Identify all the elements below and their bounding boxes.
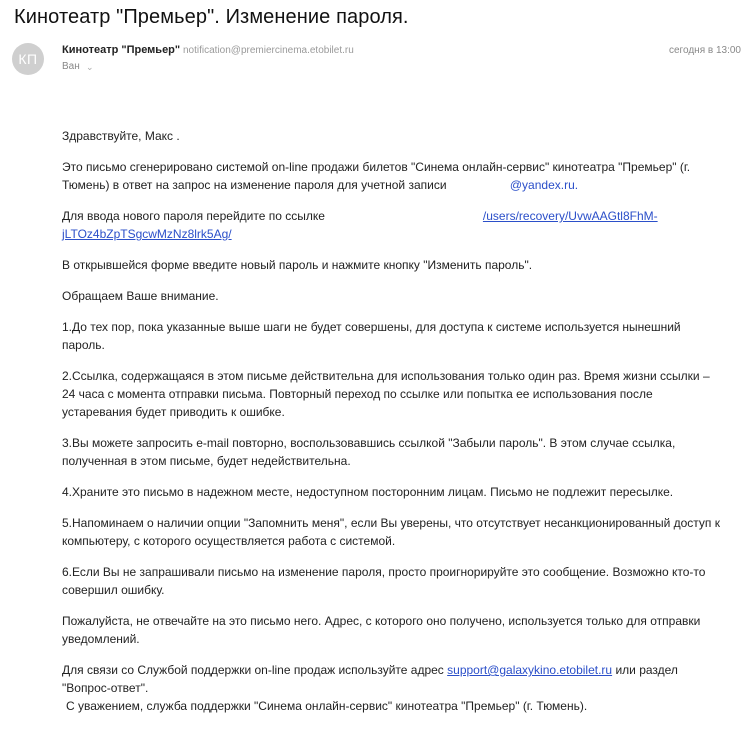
intro-text: Это письмо сгенерировано системой on-line продажи билетов "Синема онлайн-сервис" кинотеатра "Премьер" (г. Тюмень) в ответ на запрос на изменение пароля для учетной записи xyxy=(62,160,691,192)
sender-name[interactable]: Кинотеатр "Премьер" xyxy=(62,44,181,56)
paragraph-intro xyxy=(62,158,722,194)
support-text-suffix: или раздел "Вопрос-ответ". xyxy=(62,663,678,695)
greeting: Здравствуйте, Макс . xyxy=(62,129,180,143)
support-email-link[interactable]: support@galaxykino.etobilet.ru xyxy=(447,663,613,677)
email-subject: Кинотеатр "Премьер". Изменение пароля. xyxy=(14,6,409,28)
email-date: сегодня в 13:00 xyxy=(669,45,741,56)
recipient-name[interactable]: Ван xyxy=(62,61,80,72)
paragraph-note-2: 2.Ссылка, содержащаяся в этом письме действительна для использования только один раз. Время жизни ссылки – 24 часа с момента отправки письма. Повторный переход по ссылке или попытка ее использования после устаревания будет приводить к ошибке. xyxy=(62,369,710,419)
account-email-link[interactable]: @yandex.ru. xyxy=(509,178,579,192)
paragraph-note-4: 4.Храните это письмо в надежном месте, недоступном посторонним лицам. Письмо не подлежит пересылке. xyxy=(62,485,674,499)
paragraph-form: В открывшейся форме введите новый пароль и нажмите кнопку "Изменить пароль". xyxy=(62,258,533,272)
sender-avatar[interactable]: КП xyxy=(12,43,44,75)
paragraph-recovery-link xyxy=(62,207,722,243)
recovery-text: Для ввода нового пароля перейдите по ссылке xyxy=(62,209,325,223)
paragraph-attention: Обращаем Ваше внимание. xyxy=(62,289,219,303)
paragraph-note-3: 3.Вы можете запросить e-mail повторно, воспользовавшись ссылкой "Забыли пароль". В этом случае ссылка, полученная в этом письме, будет недействительна. xyxy=(62,436,676,468)
email-header xyxy=(0,40,750,80)
paragraph-no-reply: Пожалуйста, не отвечайте на это письмо него. Адрес, с которого оно получено, используется только для отправки уведомлений. xyxy=(62,614,701,646)
paragraph-note-6: 6.Если Вы не запрашивали письмо на изменение пароля, просто проигнорируйте это сообщение. Возможно кто-то совершил ошибку. xyxy=(62,565,706,597)
email-body xyxy=(62,127,722,710)
paragraph-support xyxy=(62,661,722,697)
sender-email[interactable]: notification@premiercinema.etobilet.ru xyxy=(183,45,354,56)
support-text-prefix: Для связи со Службой поддержки on-line продаж используйте адрес xyxy=(62,663,444,677)
recovery-link-part2[interactable]: jLTOz4bZpTSgcwMzNz8lrk5Ag/ xyxy=(62,227,232,241)
recovery-link-part1[interactable]: /users/recovery/UvwAAGtl8FhM- xyxy=(482,209,658,223)
chevron-down-icon[interactable]: ⌄ xyxy=(86,62,94,72)
email-signature: С уважением, служба поддержки "Синема онлайн-сервис" кинотеатра "Премьер" (г. Тюмень). xyxy=(66,699,588,713)
paragraph-note-5: 5.Напоминаем о наличии опции "Запомнить меня", если Вы уверены, что отсутствует несанкционированный доступ к компьютеру, с которого осуществляется работа с системой. xyxy=(62,516,721,548)
paragraph-note-1: 1.До тех пор, пока указанные выше шаги не будет совершены, для доступа к системе используется нынешний пароль. xyxy=(62,320,681,352)
